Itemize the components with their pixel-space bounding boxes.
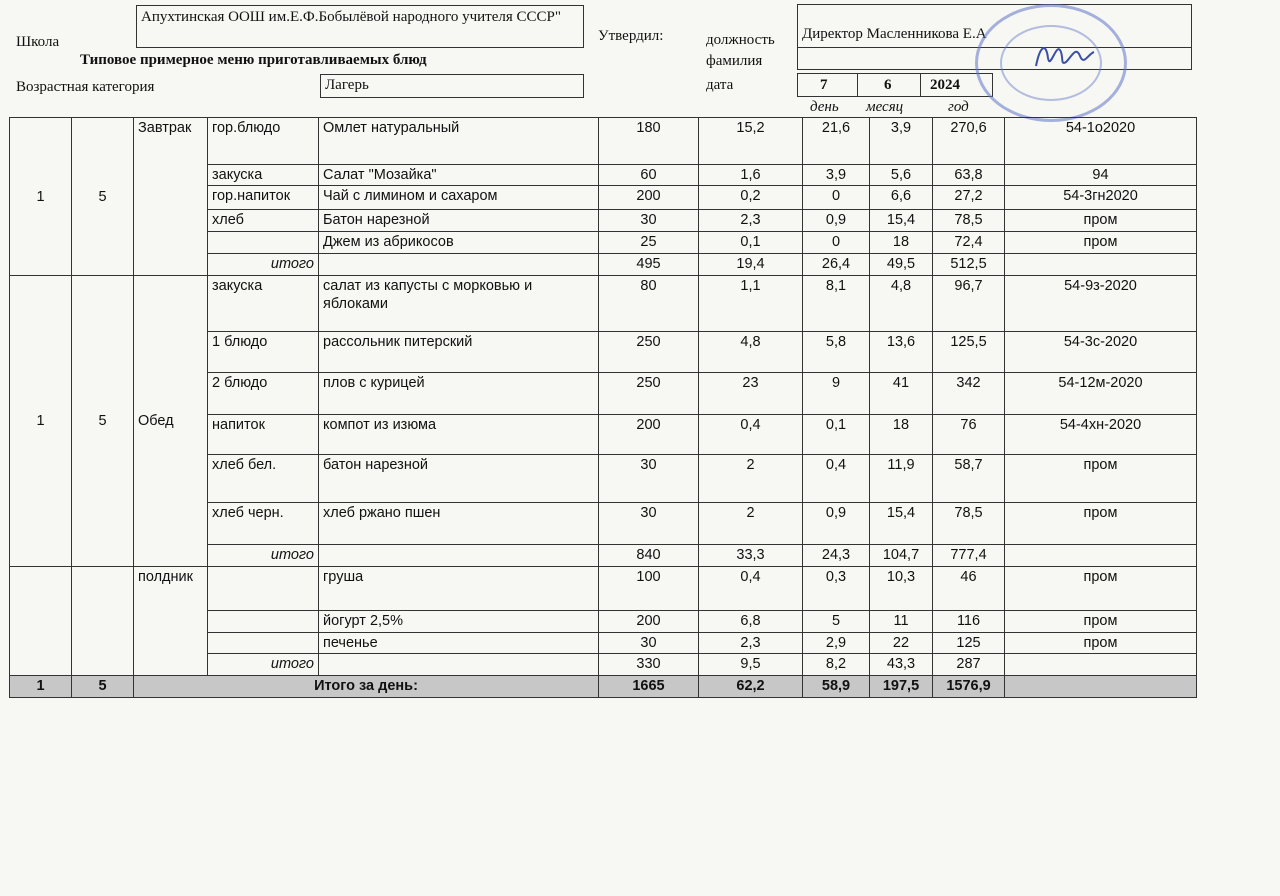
protein-cell: 1,1	[699, 276, 803, 332]
fat-cell: 8,2	[803, 654, 870, 676]
kcal-cell: 78,5	[933, 210, 1005, 232]
meal-cell: Завтрак	[134, 118, 208, 276]
protein-cell: 9,5	[699, 654, 803, 676]
kcal-cell: 777,4	[933, 545, 1005, 567]
fat-cell: 0,1	[803, 415, 870, 455]
protein-cell: 23	[699, 373, 803, 415]
weight-cell: 330	[599, 654, 699, 676]
fat-cell: 0,9	[803, 503, 870, 545]
fat-cell: 2,9	[803, 633, 870, 654]
protein-cell: 0,2	[699, 186, 803, 210]
section-cell: гор.напиток	[208, 186, 319, 210]
kcal-cell: 76	[933, 415, 1005, 455]
recipe-cell: пром	[1005, 611, 1197, 633]
protein-cell: 62,2	[699, 676, 803, 698]
date-box	[797, 73, 993, 97]
carbs-cell: 15,4	[870, 210, 933, 232]
recipe-cell: 94	[1005, 165, 1197, 186]
dish-cell: компот из изюма	[319, 415, 599, 455]
kcal-cell: 512,5	[933, 254, 1005, 276]
day-cell: 5	[72, 118, 134, 276]
year-caption: год	[948, 99, 969, 115]
weight-cell: 200	[599, 611, 699, 633]
dish-cell: Чай с лимином и сахаром	[319, 186, 599, 210]
menu-title: Типовое примерное меню приготавливаемых блюд	[80, 52, 427, 68]
carbs-cell: 6,6	[870, 186, 933, 210]
fat-cell: 0	[803, 186, 870, 210]
carbs-cell: 3,9	[870, 118, 933, 165]
meal-cell: полдник	[134, 567, 208, 676]
protein-cell: 0,1	[699, 232, 803, 254]
protein-cell: 4,8	[699, 332, 803, 373]
carbs-cell: 22	[870, 633, 933, 654]
carbs-cell: 13,6	[870, 332, 933, 373]
weight-cell: 495	[599, 254, 699, 276]
weight-cell: 80	[599, 276, 699, 332]
kcal-cell: 78,5	[933, 503, 1005, 545]
weight-cell: 200	[599, 415, 699, 455]
kcal-cell: 46	[933, 567, 1005, 611]
weight-cell: 30	[599, 503, 699, 545]
empty-cell	[1005, 654, 1197, 676]
fat-cell: 0	[803, 232, 870, 254]
dish-cell: йогурт 2,5%	[319, 611, 599, 633]
protein-cell: 15,2	[699, 118, 803, 165]
carbs-cell: 11	[870, 611, 933, 633]
weight-cell: 200	[599, 186, 699, 210]
protein-cell: 2	[699, 455, 803, 503]
protein-cell: 19,4	[699, 254, 803, 276]
dish-cell: салат из капусты с морковью и яблоками	[319, 276, 599, 332]
empty-cell	[319, 654, 599, 676]
protein-cell: 0,4	[699, 567, 803, 611]
section-cell	[208, 232, 319, 254]
section-cell: закуска	[208, 165, 319, 186]
weight-cell: 180	[599, 118, 699, 165]
fat-cell: 3,9	[803, 165, 870, 186]
kcal-cell: 287	[933, 654, 1005, 676]
section-cell	[208, 633, 319, 654]
recipe-cell: пром	[1005, 232, 1197, 254]
dish-cell: печенье	[319, 633, 599, 654]
menu-table	[9, 117, 1197, 698]
carbs-cell: 41	[870, 373, 933, 415]
protein-cell: 33,3	[699, 545, 803, 567]
empty-cell	[319, 254, 599, 276]
kcal-cell: 125,5	[933, 332, 1005, 373]
protein-cell: 2,3	[699, 210, 803, 232]
weight-cell: 30	[599, 633, 699, 654]
school-name-box	[136, 5, 584, 48]
week-cell	[10, 567, 72, 676]
recipe-cell: 54-4хн-2020	[1005, 415, 1197, 455]
dish-cell: Джем из абрикосов	[319, 232, 599, 254]
carbs-cell: 4,8	[870, 276, 933, 332]
empty-cell	[1005, 676, 1197, 698]
kcal-cell: 116	[933, 611, 1005, 633]
weight-cell: 60	[599, 165, 699, 186]
kcal-cell: 96,7	[933, 276, 1005, 332]
date-year: 2024	[930, 77, 960, 93]
weight-cell: 30	[599, 210, 699, 232]
protein-cell: 0,4	[699, 415, 803, 455]
fat-cell: 21,6	[803, 118, 870, 165]
section-cell: закуска	[208, 276, 319, 332]
recipe-cell: пром	[1005, 503, 1197, 545]
age-category-box	[320, 74, 584, 98]
day-cell: 5	[72, 276, 134, 567]
protein-cell: 2	[699, 503, 803, 545]
approved-label: Утвердил:	[598, 28, 664, 44]
fat-cell: 9	[803, 373, 870, 415]
section-cell: 1 блюдо	[208, 332, 319, 373]
recipe-cell: пром	[1005, 633, 1197, 654]
age-category-label: Возрастная категория	[16, 79, 155, 95]
section-cell: хлеб	[208, 210, 319, 232]
section-cell: 2 блюдо	[208, 373, 319, 415]
section-cell: хлеб бел.	[208, 455, 319, 503]
recipe-cell: 54-9з-2020	[1005, 276, 1197, 332]
day-cell: 5	[72, 676, 134, 698]
date-month: 6	[884, 77, 892, 93]
weight-cell: 840	[599, 545, 699, 567]
protein-cell: 2,3	[699, 633, 803, 654]
kcal-cell: 270,6	[933, 118, 1005, 165]
fat-cell: 0,9	[803, 210, 870, 232]
day-total-label: Итого за день:	[134, 676, 599, 698]
weight-cell: 100	[599, 567, 699, 611]
kcal-cell: 125	[933, 633, 1005, 654]
day-cell	[72, 567, 134, 676]
subtotal-label: итого	[208, 254, 319, 276]
fat-cell: 5	[803, 611, 870, 633]
carbs-cell: 49,5	[870, 254, 933, 276]
dish-cell: рассольник питерский	[319, 332, 599, 373]
day-caption: день	[810, 99, 839, 115]
section-cell: хлеб черн.	[208, 503, 319, 545]
table-row	[10, 567, 1197, 611]
recipe-cell: пром	[1005, 567, 1197, 611]
carbs-cell: 197,5	[870, 676, 933, 698]
fat-cell: 5,8	[803, 332, 870, 373]
table-row	[10, 118, 1197, 165]
dish-cell: батон нарезной	[319, 455, 599, 503]
section-cell	[208, 611, 319, 633]
week-cell: 1	[10, 676, 72, 698]
fat-cell: 8,1	[803, 276, 870, 332]
weight-cell: 1665	[599, 676, 699, 698]
kcal-cell: 1576,9	[933, 676, 1005, 698]
protein-cell: 1,6	[699, 165, 803, 186]
dish-cell: груша	[319, 567, 599, 611]
weight-cell: 25	[599, 232, 699, 254]
kcal-cell: 342	[933, 373, 1005, 415]
school-label: Школа	[16, 34, 60, 50]
approver-name: Директор Масленникова Е.А	[802, 26, 987, 42]
table-row	[10, 276, 1197, 332]
surname-label: фамилия	[706, 53, 763, 69]
dish-cell: плов с курицей	[319, 373, 599, 415]
dish-cell: Омлет натуральный	[319, 118, 599, 165]
carbs-cell: 104,7	[870, 545, 933, 567]
fat-cell: 58,9	[803, 676, 870, 698]
age-category-value: Лагерь	[325, 77, 369, 93]
school-name: Апухтинская ООШ им.Е.Ф.Бобылёвой народного учителя СССР"	[141, 9, 562, 25]
section-cell: напиток	[208, 415, 319, 455]
fat-cell: 0,3	[803, 567, 870, 611]
empty-cell	[1005, 545, 1197, 567]
month-caption: месяц	[866, 99, 904, 115]
week-cell: 1	[10, 118, 72, 276]
carbs-cell: 15,4	[870, 503, 933, 545]
kcal-cell: 72,4	[933, 232, 1005, 254]
kcal-cell: 27,2	[933, 186, 1005, 210]
position-label: должность	[706, 32, 775, 48]
carbs-cell: 18	[870, 415, 933, 455]
carbs-cell: 11,9	[870, 455, 933, 503]
carbs-cell: 10,3	[870, 567, 933, 611]
signature-mark-icon	[1030, 36, 1100, 76]
weight-cell: 250	[599, 332, 699, 373]
carbs-cell: 43,3	[870, 654, 933, 676]
kcal-cell: 63,8	[933, 165, 1005, 186]
protein-cell: 6,8	[699, 611, 803, 633]
fat-cell: 0,4	[803, 455, 870, 503]
date-day: 7	[820, 77, 828, 93]
recipe-cell: пром	[1005, 455, 1197, 503]
weight-cell: 30	[599, 455, 699, 503]
recipe-cell: 54-3с-2020	[1005, 332, 1197, 373]
fat-cell: 26,4	[803, 254, 870, 276]
date-label: дата	[706, 77, 734, 93]
subtotal-label: итого	[208, 654, 319, 676]
carbs-cell: 5,6	[870, 165, 933, 186]
carbs-cell: 18	[870, 232, 933, 254]
meal-cell: Обед	[134, 276, 208, 567]
dish-cell: Батон нарезной	[319, 210, 599, 232]
recipe-cell: пром	[1005, 210, 1197, 232]
empty-cell	[319, 545, 599, 567]
dish-cell: хлеб ржано пшен	[319, 503, 599, 545]
empty-cell	[1005, 254, 1197, 276]
recipe-cell: 54-12м-2020	[1005, 373, 1197, 415]
dish-cell: Салат "Мозайка"	[319, 165, 599, 186]
weight-cell: 250	[599, 373, 699, 415]
recipe-cell: 54-3гн2020	[1005, 186, 1197, 210]
day-total-row	[10, 676, 1197, 698]
week-cell: 1	[10, 276, 72, 567]
subtotal-label: итого	[208, 545, 319, 567]
recipe-cell: 54-1о2020	[1005, 118, 1197, 165]
section-cell: гор.блюдо	[208, 118, 319, 165]
fat-cell: 24,3	[803, 545, 870, 567]
section-cell	[208, 567, 319, 611]
kcal-cell: 58,7	[933, 455, 1005, 503]
